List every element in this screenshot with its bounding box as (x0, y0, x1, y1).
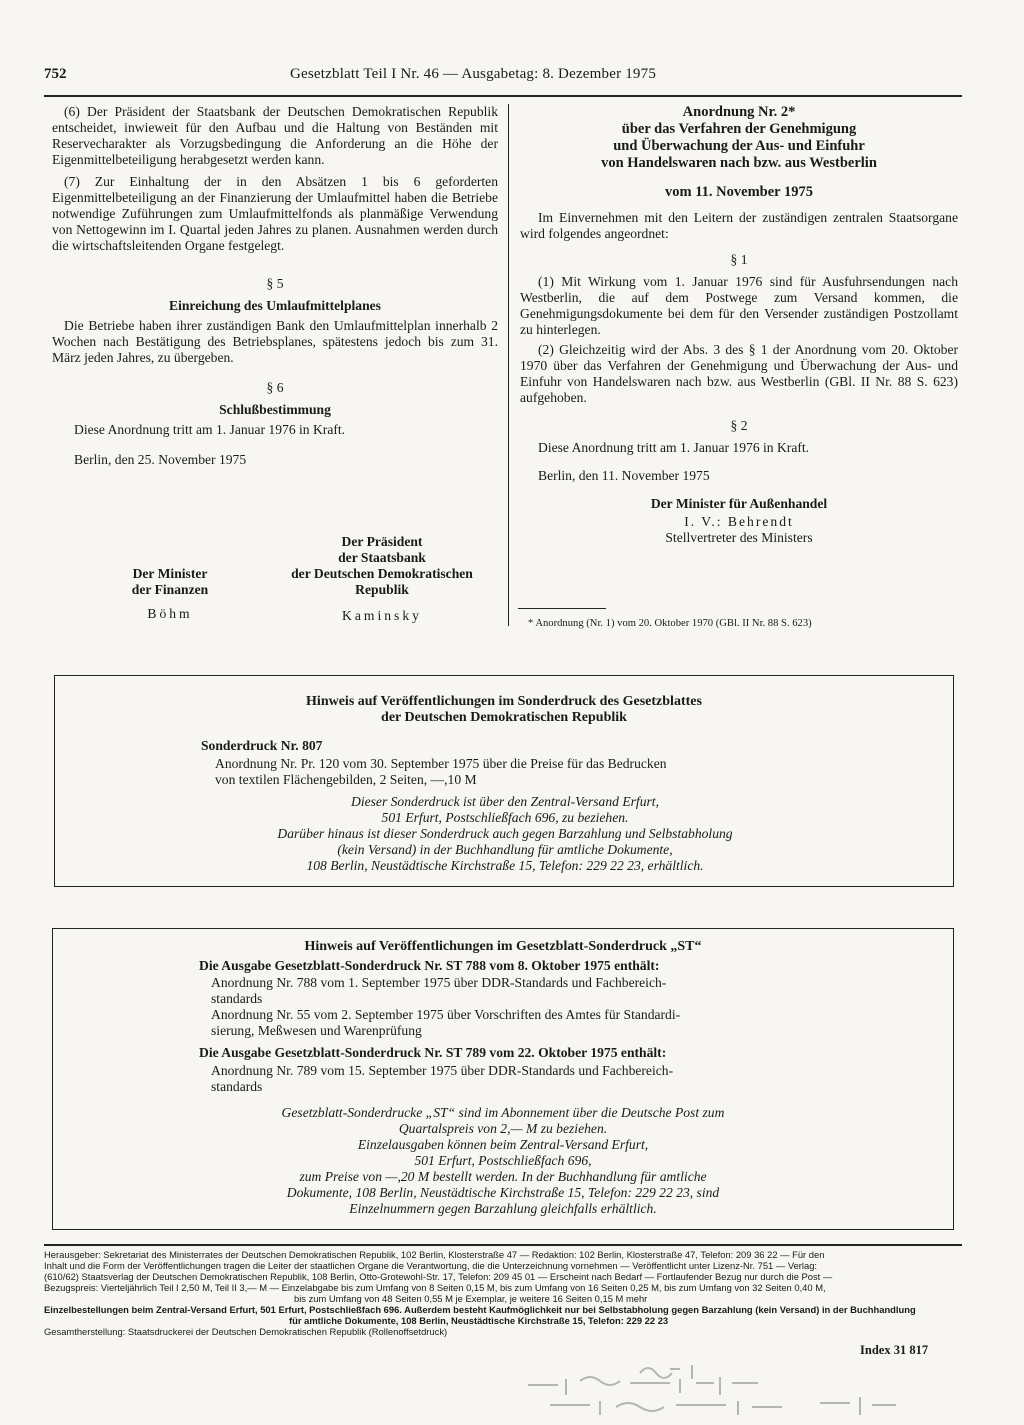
paragraph-7: (7) Zur Einhaltung der in den Absätzen 1 bis 6 geforderten Eigenmittelbeteiligung an der Finanzierung der Umlaufmittel haben die Betriebe notwendige Zuführungen zum Umlaufmittelfonds als planmäßige Verwendung von Nettogewinn im I. Quartal jeden Jahres zu planen. Ausnahmen werden durch die wirtschaftsleitenden Organe festgelegt. (52, 174, 498, 253)
left-signing-date: Berlin, den 25. November 1975 (74, 452, 247, 467)
signature-president-name: Kaminsky (342, 608, 422, 623)
signature-trade-minister-role: Der Minister für Außenhandel (650, 496, 828, 511)
section-1-para-2: (2) Gleichzeitig wird der Abs. 3 des § 1 der Anordnung vom 20. Oktober 1970 über das Verfahren der Genehmigung und Überwachung der Aus- und Einfuhr von Handelswaren nach bzw. aus Westberlin (GBl. II Nr. 88 S. 623) aufgehoben. (520, 342, 958, 405)
section-2-number: § 2 (730, 418, 748, 433)
right-signing-date: Berlin, den 11. November 1975 (538, 468, 710, 483)
section-6-number: § 6 (266, 380, 284, 395)
index-number: Index 31 817 (860, 1343, 929, 1357)
signature-minister-role: Der Minister der Finanzen (131, 566, 209, 597)
notice-box-2-ordering-info: Gesetzblatt-Sonderdrucke „ST“ sind im Abonnement über die Deutsche Post zum Quartalspreis von 2,— M zu beziehen. Einzelausgaben können beim Zentral-Versand Erfurt, 501 Erfurt, Postschließfach 696, zum Preise von —,20 M bestellt werden. In der Buchhandlung für amtliche Dokumente, 108 Berlin, Neustädtische Kirchstraße 15, Telefon: 229 22 23, sind Einzelnummern gegen Barzahlung gleichfalls erhältlich. (281, 1105, 725, 1216)
notice-box-1-item: Anordnung Nr. Pr. 120 vom 30. September 1975 über die Preise für das Bedrucken von textilen Flächengebilden, 2 Seiten, —,10 M (215, 756, 667, 787)
notice-box-2-heading-788: Die Ausgabe Gesetzblatt-Sonderdruck Nr. ST 788 vom 8. Oktober 1975 enthält: (199, 958, 660, 973)
header-rule (44, 95, 962, 97)
section-1-para-1: (1) Mit Wirkung vom 1. Januar 1976 sind für Ausfuhrsendungen nach Westberlin, die auf dem Postwege zum Versand kommen, die Genehmigungsdokumente bei dem für den Versender zuständigen Postzollamt zu hinterlegen. (520, 274, 958, 337)
bleed-through-stamp (520, 1355, 940, 1425)
section-5-title: Einreichung des Umlaufmittelplanes (169, 298, 381, 313)
paragraph-6: (6) Der Präsident der Staatsbank der Deutschen Demokratischen Republik entscheidet, inwieweit für den Aufbau und die Haltung von Beständen mit Reservecharakter als Vorzugsbedingung die Anforderung an die Höhe der Eigenmittelbeteiligung herabgesetzt werden kann. (52, 104, 498, 167)
ordinance-date: vom 11. November 1975 (665, 184, 813, 200)
footnote: * Anordnung (Nr. 1) vom 20. Oktober 1970 (GBl. II Nr. 88 S. 623) (528, 618, 812, 629)
column-divider (508, 104, 509, 626)
page-header-title: Gesetzblatt Teil I Nr. 46 — Ausgabetag: 8. Dezember 1975 (290, 66, 657, 82)
signature-minister-name: Böhm (147, 606, 193, 621)
footnote-rule (518, 608, 606, 609)
notice-box-2-heading-789: Die Ausgabe Gesetzblatt-Sonderdruck Nr. ST 789 vom 22. Oktober 1975 enthält: (199, 1045, 667, 1060)
signature-trade-minister-subtitle: Stellvertreter des Ministers (665, 530, 813, 545)
section-6-text: Diese Anordnung tritt am 1. Januar 1976 in Kraft. (74, 422, 346, 437)
notice-box-1-title: Hinweis auf Veröffentlichungen im Sonderdruck des Gesetzblattes der Deutschen Demokratischen Republik (306, 694, 702, 725)
ordinance-intro: Im Einvernehmen mit den Leitern der zuständigen zentralen Staatsorgane wird folgendes angeordnet: (520, 210, 958, 241)
section-6-title: Schlußbestimmung (219, 402, 331, 417)
right-column (520, 104, 958, 546)
ordinance-title: Anordnung Nr. 2* über das Verfahren der Genehmigung und Überwachung der Aus- und Einfuhr von Handelswaren nach bzw. aus Westberlin (601, 104, 877, 171)
signature-president-role: Der Präsident der Staatsbank der Deutschen Demokratischen Republik (291, 534, 473, 597)
notice-box-1-heading: Sonderdruck Nr. 807 (201, 738, 323, 753)
page-number: 752 (44, 66, 67, 82)
imprint-rule (44, 1244, 962, 1246)
notice-box-2-items-788: Anordnung Nr. 788 vom 1. September 1975 über DDR-Standards und Fachbereich- standards Anordnung Nr. 55 vom 2. September 1975 über Vorschriften des Amtes für Standardi- sierung, Meßwesen und Warenprüfung (211, 975, 681, 1038)
notice-box-2-items-789: Anordnung Nr. 789 vom 15. September 1975 über DDR-Standards und Fachbereich- standards (211, 1063, 674, 1094)
section-5-number: § 5 (266, 276, 284, 291)
notice-box-2-title: Hinweis auf Veröffentlichungen im Gesetzblatt-Sonderdruck „ST“ (304, 939, 702, 954)
section-1-number: § 1 (730, 252, 748, 267)
imprint: Herausgeber: Sekretariat des Ministerrates der Deutschen Demokratischen Republik, 102 Berlin, Klosterstraße 47 — Redaktion: 102 Berlin, Klosterstraße 47, Telefon: 209 36 22 — Für den Inhalt und die Form der Veröffentlichungen tragen die Leiter der staatlichen Organe die Verantwortung, die die Unterzeichnung vornehmen — Veröffentlicht unter Lizenz-Nr. 751 — Verlag: (610/62) Staatsverlag der Deutschen Demokratischen Republik, 108 Berlin, Otto-Grotewohl-Str. 17, Telefon: 209 45 01 — Erscheint nach Bedarf — Fortlaufender Bezug nur durch die Post — Bezugspreis: Vierteljährlich Teil I 2,50 M, Teil II 3,— M — Einzelabgabe bis zum Umfang von 8 Seiten 0,15 M, bis zum Umfang von 16 Seiten 0,25 M, bis zum Umfang von 32 Seiten 0,40 M, bis zum Umfang von 48 Seiten 0,55 M je Exemplar, je weitere 16 Seiten 0,15 M mehr Einzelbestellungen beim Zentral-Versand Erfurt, 501 Erfurt, Postschließfach 696. Außerdem besteht Kaufmöglichkeit nur bei Selbstabholung gegen Barzahlung (kein Versand) in der Buchhandlung für amtliche Dokumente, 108 Berlin, Neustädtische Kirchstraße 15, Telefon: 229 22 23 Gesamtherstellung: Staatsdruckerei der Deutschen Demokratischen Republik (Rollenoffsetdruck) (44, 1249, 916, 1337)
left-column (52, 104, 498, 468)
notice-box-sonderdruck (54, 675, 954, 887)
signature-trade-minister-name: I. V.: Behrendt (684, 514, 794, 529)
notice-box-1-ordering-info: Dieser Sonderdruck ist über den Zentral-Versand Erfurt, 501 Erfurt, Postschließfach 696, zu beziehen. Darüber hinaus ist dieser Sonderdruck auch gegen Barzahlung und Selbstabholung (kein Versand) in der Buchhandlung für amtliche Dokumente, 108 Berlin, Neustädtische Kirchstraße 15, Telefon: 229 22 23, erhältlich. (277, 794, 733, 873)
notice-box-st (52, 928, 954, 1230)
section-5-text: Die Betriebe haben ihrer zuständigen Bank den Umlaufmittelplan innerhalb 2 Wochen nach Bestätigung des Betriebsplanes, spätestens jedoch bis zum 31. März jeden Jahres, zu übergeben. (52, 318, 498, 365)
section-2-text: Diese Anordnung tritt am 1. Januar 1976 in Kraft. (538, 440, 810, 455)
